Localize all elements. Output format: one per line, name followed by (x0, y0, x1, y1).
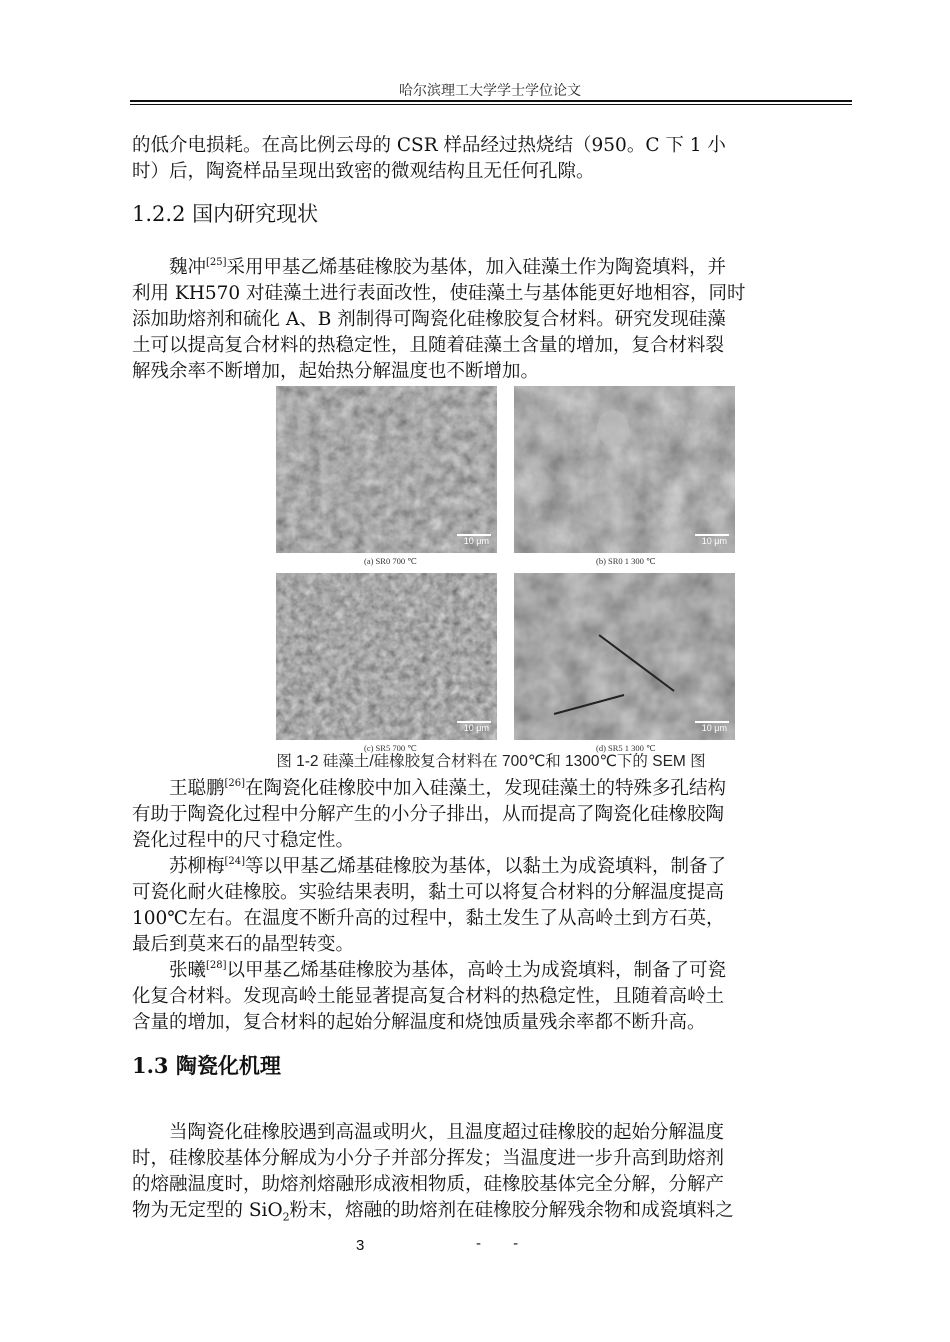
author-name: 王聪鹏 (169, 778, 225, 799)
panel-label-c: (c) SR5 700 ℃ (364, 743, 417, 753)
citation[interactable]: [28] (206, 960, 227, 971)
text-line: 的低介电损耗。在高比例云母的 CSR 样品经过热烧结（950。C 下 1 小 (132, 135, 726, 156)
text-line: 当陶瓷化硅橡胶遇到高温或明火，且温度超过硅橡胶的起始分解温度 (169, 1122, 725, 1143)
figure-caption: 图 1-2 硅藻土/硅橡胶复合材料在 700℃和 1300℃下的 SEM 图 (276, 753, 706, 770)
scale-label: 10 μm (463, 536, 489, 546)
paragraph-zhang (132, 958, 842, 1036)
text-line (132, 854, 842, 880)
footer-dashes: - - (476, 1235, 533, 1252)
text-line: 添加助熔剂和硫化 A、B 剂制得可陶瓷化硅橡胶复合材料。研究发现硅藻 (132, 309, 726, 330)
text-run: 等以甲基乙烯基硅橡胶为基体，以黏土为成瓷填料，制备了 (245, 856, 727, 877)
text-run: 以甲基乙烯基硅橡胶为基体，高岭土为成瓷填料，制备了可瓷 (226, 960, 727, 981)
text-line: 100℃左右。在温度不断升高的过程中，黏土发生了从高岭土到方石英， (132, 908, 725, 929)
text-line: 时）后，陶瓷样品呈现出致密的微观结构且无任何孔隙。 (132, 161, 595, 182)
running-header: 哈尔滨理工大学学士学位论文 (399, 83, 581, 99)
text-run: 物为无定型的 SiO (132, 1200, 283, 1221)
text-run: 在陶瓷化硅橡胶中加入硅藻土，发现硅藻土的特殊多孔结构 (245, 778, 727, 799)
author-name: 魏冲 (169, 257, 207, 278)
subscript: 2 (282, 1210, 290, 1224)
text-line: 有助于陶瓷化过程中分解产生的小分子排出，从而提高了陶瓷化硅橡胶陶 (132, 804, 725, 825)
text-line (132, 776, 842, 802)
text-line (132, 958, 842, 984)
text-line: 最后到莫来石的晶型转变。 (132, 934, 355, 955)
scale-label: 10 μm (701, 723, 727, 733)
text-line: 的熔融温度时，助熔剂熔融形成液相物质，硅橡胶基体完全分解，分解产 (132, 1174, 725, 1195)
text-run: 粉末，熔融的助熔剂在硅橡胶分解残余物和成瓷填料之 (289, 1200, 734, 1221)
paragraph-weichong (132, 255, 842, 385)
citation[interactable]: [26] (224, 778, 246, 789)
paragraph-intro (132, 133, 842, 185)
panel-label-d: (d) SR5 1 300 ℃ (596, 743, 656, 753)
header-rule-thick (130, 100, 852, 102)
panel-label-b: (b) SR0 1 300 ℃ (596, 556, 656, 566)
section-heading-1-3: 1.3 陶瓷化机理 (132, 1053, 281, 1078)
text-line: 化复合材料。发现高岭土能显著提高复合材料的热稳定性，且随着高岭土 (132, 986, 725, 1007)
text-line: 含量的增加，复合材料的起始分解温度和烧蚀质量残余率都不断升高。 (132, 1012, 706, 1033)
citation[interactable]: [24] (224, 856, 246, 867)
paragraph-su (132, 854, 842, 958)
paragraph-mechanism (132, 1120, 842, 1224)
text-line (132, 1198, 842, 1224)
sem-image-b (514, 386, 735, 553)
section-heading-1-2-2: 1.2.2 国内研究现状 (132, 202, 319, 226)
sem-image-c (276, 573, 497, 740)
text-run: 采用甲基乙烯基硅橡胶为基体，加入硅藻土作为陶瓷填料，并 (226, 257, 727, 278)
text-line: 土可以提高复合材料的热稳定性，且随着硅藻土含量的增加，复合材料裂 (132, 335, 725, 356)
text-line: 时，硅橡胶基体分解成为小分子并部分挥发；当温度进一步升高到助熔剂 (132, 1148, 725, 1169)
paragraph-wang (132, 776, 842, 854)
text-line (132, 255, 842, 281)
sem-figure (276, 386, 740, 753)
text-line: 瓷化过程中的尺寸稳定性。 (132, 830, 355, 851)
text-line: 解残余率不断增加，起始热分解温度也不断增加。 (132, 361, 540, 382)
sem-image-d (514, 573, 735, 740)
panel-label-a: (a) SR0 700 ℃ (364, 556, 417, 566)
text-line: 可瓷化耐火硅橡胶。实验结果表明，黏土可以将复合材料的分解温度提高 (132, 882, 725, 903)
sem-image-a (276, 386, 497, 553)
scale-label: 10 μm (701, 536, 727, 546)
author-name: 张曦 (169, 960, 207, 981)
author-name: 苏柳梅 (169, 856, 225, 877)
header-rule-thin (130, 104, 852, 105)
page-number: 3 (356, 1237, 365, 1254)
scale-label: 10 μm (463, 723, 489, 733)
citation[interactable]: [25] (206, 257, 227, 268)
text-line: 利用 KH570 对硅藻土进行表面改性，使硅藻土与基体能更好地相容，同时 (132, 283, 746, 304)
